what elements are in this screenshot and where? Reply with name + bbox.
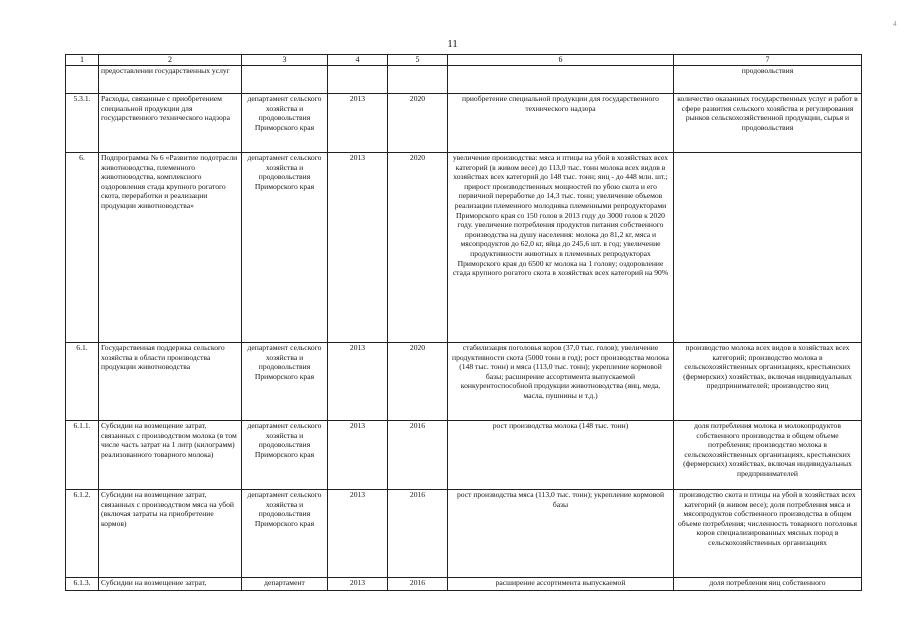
column-header: 3 <box>242 55 328 66</box>
header-row <box>66 55 862 66</box>
page-number: 11 <box>447 38 458 50</box>
measure-name: Субсидии на возмещение затрат, связанных с производством мяса на убой (включая затраты на приобретение кормов) <box>99 490 242 578</box>
indicator: производство скота и птицы на убой в хозяйствах всех категорий (в живом весе); доля потребления мяса и мясопродуктов собственного производства в общем объеме потребления; численность товарного поголовья коров специализированных мясных пород в сельскохозяйственных организациях <box>674 490 862 578</box>
start-year <box>328 66 388 94</box>
table-row <box>66 490 862 578</box>
column-header: 4 <box>328 55 388 66</box>
column-header: 7 <box>674 55 862 66</box>
table-row <box>66 153 862 343</box>
row-number: 6.1.1. <box>66 421 99 490</box>
expected-result: стабилизация поголовья коров (37,0 тыс. голов); увеличение продуктивности скота (5000 тонн в год); рост производства молока (148 тыс. тонн) и мяса (113,0 тыс. тонн); укрепление кормовой базы; расширение ассортимента выпускаемой конкурентоспособной продукции животноводства (яиц, меда, масла, пушнины и т.д.) <box>448 343 674 421</box>
table-row <box>66 94 862 153</box>
indicator: доля потребления яиц собственного <box>674 578 862 591</box>
row-number: 6.1.2. <box>66 490 99 578</box>
table-row <box>66 66 862 94</box>
table-row <box>66 421 862 490</box>
row-number: 5.3.1. <box>66 94 99 153</box>
expected-result: расширение ассортимента выпускаемой <box>448 578 674 591</box>
measure-name: Подпрограмма № 6 «Развитие подотрасли животноводства, племенного животноводства, комплексного оздоровления стада крупного рогатого скота, переработки и реализации продукции животноводства» <box>99 153 242 343</box>
expected-result <box>448 66 674 94</box>
table-row <box>66 343 862 421</box>
expected-result: рост производства мяса (113,0 тыс. тонн); укрепление кормовой базы <box>448 490 674 578</box>
executor: департамент сельского хозяйства и продовольствия Приморского края <box>242 153 328 343</box>
expected-result: увеличение производства: мяса и птицы на убой в хозяйствах всех категорий (в живом весе) до 113,0 тыс. тонн молока всех видов в хозяйствах всех категорий до 148 тыс. тонн; яиц - до 448 млн. шт.; прирост производственных мощностей по убою скота и его первичной переработке до 14,3 тыс. тонн; увеличение объемов реализации племенного молодняка племенными репродукторами Приморского края со 150 голов в 2013 году до 3000 голов к 2020 году. увеличение потребления продуктов питания собственного производства на душу населения: молока до 81,2 кг, мяса и мясопродуктов до 62,0 кг, яйца до 245,6 шт. в год; увеличение продуктивности животных в племенных репродукторах Приморского края до 6500 кг молока на 1 голову; оздоровление стада крупного рогатого скота в хозяйствах всех категорий на 90% <box>448 153 674 343</box>
executor: департамент сельского хозяйства и продовольствия Приморского края <box>242 421 328 490</box>
corner-mark: 4 <box>893 20 897 28</box>
row-number: 6. <box>66 153 99 343</box>
start-year: 2013 <box>328 153 388 343</box>
measure-name: Расходы, связанные с приобретением специальной продукции для государственного технического надзора <box>99 94 242 153</box>
program-table <box>65 54 862 591</box>
start-year: 2013 <box>328 343 388 421</box>
indicator: производство молока всех видов в хозяйствах всех категорий; производство молока в сельскохозяйственных организациях, крестьянских (фермерских) хозяйствах, включая индивидуальных предпринимателей; производство яиц <box>674 343 862 421</box>
executor: департамент сельского хозяйства и продовольствия Приморского края <box>242 490 328 578</box>
row-number <box>66 66 99 94</box>
column-header: 2 <box>99 55 242 66</box>
start-year: 2013 <box>328 94 388 153</box>
expected-result: рост производства молока (148 тыс. тонн) <box>448 421 674 490</box>
indicator: количество оказанных государственных услуг и работ в сфере развития сельского хозяйства и регулирования рынков сельскохозяйственной продукции, сырья и продовольствия <box>674 94 862 153</box>
end-year <box>388 66 448 94</box>
executor: департамент <box>242 578 328 591</box>
measure-name: предоставлении государственных услуг <box>99 66 242 94</box>
table-row <box>66 578 862 591</box>
executor: департамент сельского хозяйства и продовольствия Приморского края <box>242 94 328 153</box>
start-year: 2013 <box>328 578 388 591</box>
start-year: 2013 <box>328 421 388 490</box>
measure-name: Государственная поддержка сельского хозяйства в области производства продукции животноводства <box>99 343 242 421</box>
indicator: доля потребления молока и молокопродуктов собственного производства в общем объеме потребления; производство молока в сельскохозяйственных организациях, крестьянских (фермерских) хозяйствах, включая индивидуальных предпринимателей <box>674 421 862 490</box>
executor <box>242 66 328 94</box>
measure-name: Субсидии на возмещение затрат, связанных с производством молока (в том числе часть затрат на 1 литр (килограмм) реализованного товарного молока) <box>99 421 242 490</box>
executor: департамент сельского хозяйства и продовольствия Приморского края <box>242 343 328 421</box>
end-year: 2016 <box>388 578 448 591</box>
column-header: 5 <box>388 55 448 66</box>
end-year: 2020 <box>388 153 448 343</box>
end-year: 2016 <box>388 421 448 490</box>
end-year: 2016 <box>388 490 448 578</box>
column-header: 1 <box>66 55 99 66</box>
expected-result: приобретение специальной продукции для государственного технического надзора <box>448 94 674 153</box>
measure-name: Субсидии на возмещение затрат, <box>99 578 242 591</box>
indicator <box>674 153 862 343</box>
row-number: 6.1. <box>66 343 99 421</box>
column-header: 6 <box>448 55 674 66</box>
indicator: продовольствия <box>674 66 862 94</box>
start-year: 2013 <box>328 490 388 578</box>
row-number: 6.1.3. <box>66 578 99 591</box>
end-year: 2020 <box>388 94 448 153</box>
end-year: 2020 <box>388 343 448 421</box>
